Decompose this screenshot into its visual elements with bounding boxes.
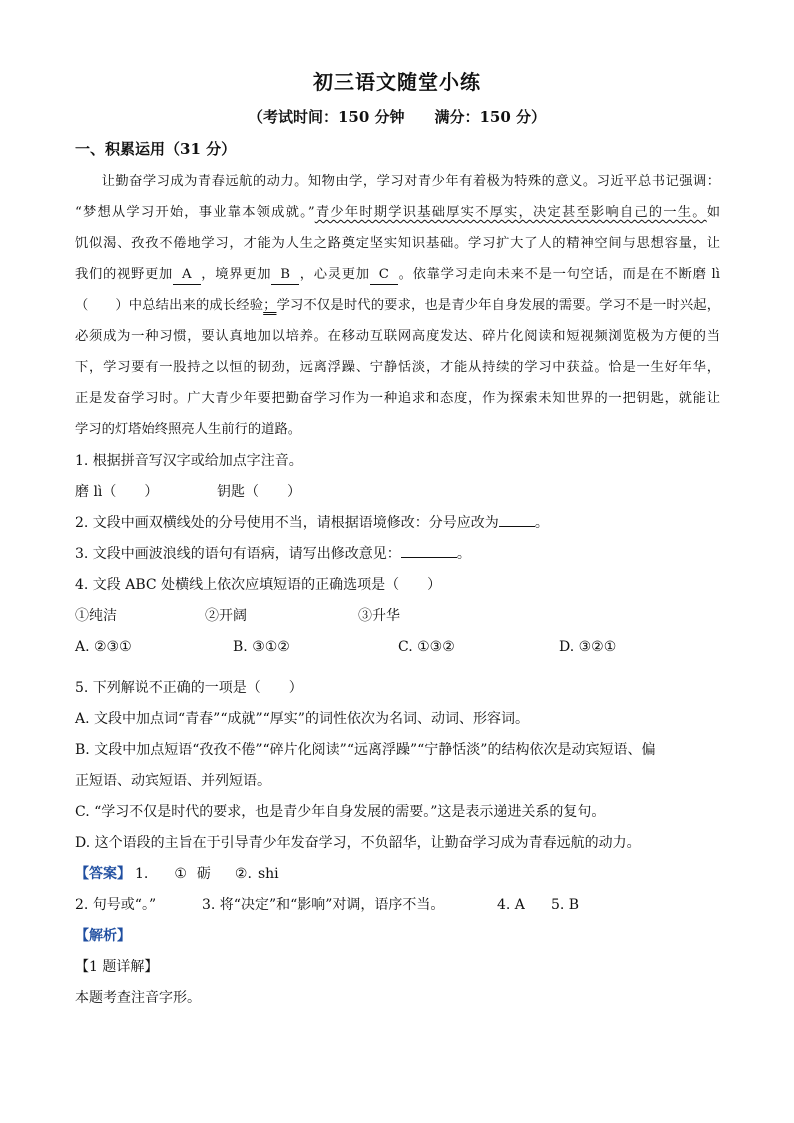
choice-d: D. 这个语段的主旨在于引导青少年发奋学习，不负韶华，让勤奋学习成为青春远航的动力。 [75, 835, 641, 851]
fill-blank: C [370, 266, 398, 285]
answer-q2: 2. 句号或“。” [75, 897, 157, 913]
passage-line [75, 352, 720, 383]
answer-q1-b: shi [257, 866, 279, 882]
passage-text: 下，学习要有一股持之以恒的韧劲，远离浮躁、宁静恬淡，才能从持续的学习中获益。恰是一生好年华， [75, 360, 720, 375]
answer-q4: 4. A [497, 897, 525, 913]
question-3-stem: 3. 文段中画波浪线的语句有语病，请写出修改意见： [75, 546, 401, 562]
passage-text: “梦想从学习开始，事业靠本领成就。” [75, 205, 315, 220]
choice-b-continued: 正短语、动宾短语、并列短语。 [75, 773, 271, 789]
passage-line [75, 259, 720, 290]
choice-b: B. ③①② [233, 639, 290, 655]
answer-q1-b-number: ②. [234, 866, 252, 882]
section-heading: 一、积累运用（31 分） [75, 140, 237, 158]
choice-b: B. 文段中加点短语“孜孜不倦”“碎片化阅读”“远离浮躁”“宁静恬淡”的结构依次是动宾短语、偏 [75, 742, 656, 758]
passage-text: 必须成为一种习惯，要认真地加以培养。在移动互联网高度发达、碎片化阅读和短视频浏览极为方便的当 [75, 329, 720, 344]
analysis-label [75, 921, 725, 952]
question-1-items [75, 477, 725, 508]
word-option: ③升华 [358, 608, 400, 624]
question-3-end: 。 [456, 546, 471, 562]
answer-line-2 [75, 890, 725, 921]
passage-text: ，境界更加 [200, 267, 272, 282]
passage-text: 让勤奋学习成为青春远航的动力。知物由学，学习对青少年有着极为特殊的意义。习近平总书记强调： [101, 174, 720, 189]
passage-line [75, 197, 720, 228]
passage-text: （ ）中总结出来的成长经验 [75, 298, 264, 313]
passage-line [75, 290, 720, 321]
passage-line [75, 166, 720, 197]
analysis-label-text: 【解析】 [75, 928, 131, 944]
page-title: 初三语文随堂小练 [313, 70, 481, 94]
analysis-subheading: 【1 题详解】 [75, 959, 159, 975]
answer-q1-a-number: ① [174, 866, 187, 882]
choice-c: C. ①③② [398, 639, 455, 655]
question-2 [75, 508, 725, 539]
word-option: ①纯洁 [75, 608, 117, 624]
double-underlined-punctuation: ； [263, 298, 277, 313]
passage-text: 学习不仅是时代的要求，也是青少年自身发展的需要。学习不是一时兴起， [276, 298, 721, 313]
choice-c: C. “学习不仅是时代的要求，也是青少年自身发展的需要。”这是表示递进关系的复句。 [75, 804, 606, 820]
passage-text: 如 [706, 205, 720, 220]
answer-line-1 [75, 859, 725, 890]
exam-time: （考试时间：150 分钟 [247, 108, 405, 126]
question-1-item: 钥匙（ ） [217, 484, 301, 500]
question-4-options [75, 632, 725, 663]
choice-d: D. ③②① [559, 639, 617, 655]
question-2-end: 。 [534, 515, 549, 531]
question-2-stem: 2. 文段中画双横线处的分号使用不当，请根据语境修改：分号应改为 [75, 515, 499, 531]
choice-a: A. ②③① [75, 639, 132, 655]
passage-line [75, 414, 720, 445]
answer-label: 【答案】 [75, 866, 131, 882]
questions [75, 446, 725, 1014]
passage-text: 。依靠学习走向未来不是一句空话，而是在不断磨 lì [397, 267, 721, 282]
passage-line [75, 228, 720, 259]
passage-text: 饥似渴、孜孜不倦地学习，才能为人生之路奠定坚实知识基础。学习扩大了人的精神空间与思想容量，让 [75, 236, 720, 251]
exam-info [0, 105, 794, 129]
passage-line [75, 383, 720, 414]
answer-q5: 5. B [551, 897, 580, 913]
answer-q1-a: 砺 [196, 866, 211, 882]
answer-blank [499, 510, 535, 527]
question-5-stem: 5. 下列解说不正确的一项是（ ） [75, 680, 303, 696]
fill-blank: A [173, 266, 201, 285]
question-1-stem: 1. 根据拼音写汉字或给加点字注音。 [75, 453, 303, 469]
question-4-words [75, 601, 725, 632]
choice-a: A. 文段中加点词“青春”“成就”“厚实”的词性依次为名词、动词、形容词。 [75, 711, 529, 727]
answer-q3: 3. 将“决定”和“影响”对调，语序不当。 [202, 897, 445, 913]
question-3 [75, 539, 725, 570]
reading-passage [75, 166, 720, 445]
question-1-item: 磨 lì（ ） [75, 484, 159, 500]
analysis-text: 本题考查注音字形。 [75, 990, 201, 1006]
passage-line [75, 321, 720, 352]
passage-text: 正是发奋学习时。广大青少年要把勤奋学习作为一种追求和态度，作为探索未知世界的一把钥匙，就能让 [75, 391, 720, 406]
question-4-stem: 4. 文段 ABC 处横线上依次应填短语的正确选项是（ ） [75, 577, 442, 593]
passage-text: ，心灵更加 [299, 267, 370, 282]
word-option: ②开阔 [205, 608, 247, 624]
passage-text: 我们的视野更加 [75, 267, 173, 282]
wavy-underlined-sentence: 青少年时期学识基础厚实不厚实，决定甚至影响自己的一生。 [314, 205, 707, 220]
answer-q1-number: 1. [135, 866, 149, 882]
answer-blank [401, 541, 457, 558]
passage-text: 学习的灯塔始终照亮人生前行的道路。 [75, 422, 302, 437]
fill-blank: B [271, 266, 299, 285]
exam-full-score: 满分：150 分） [434, 108, 547, 126]
